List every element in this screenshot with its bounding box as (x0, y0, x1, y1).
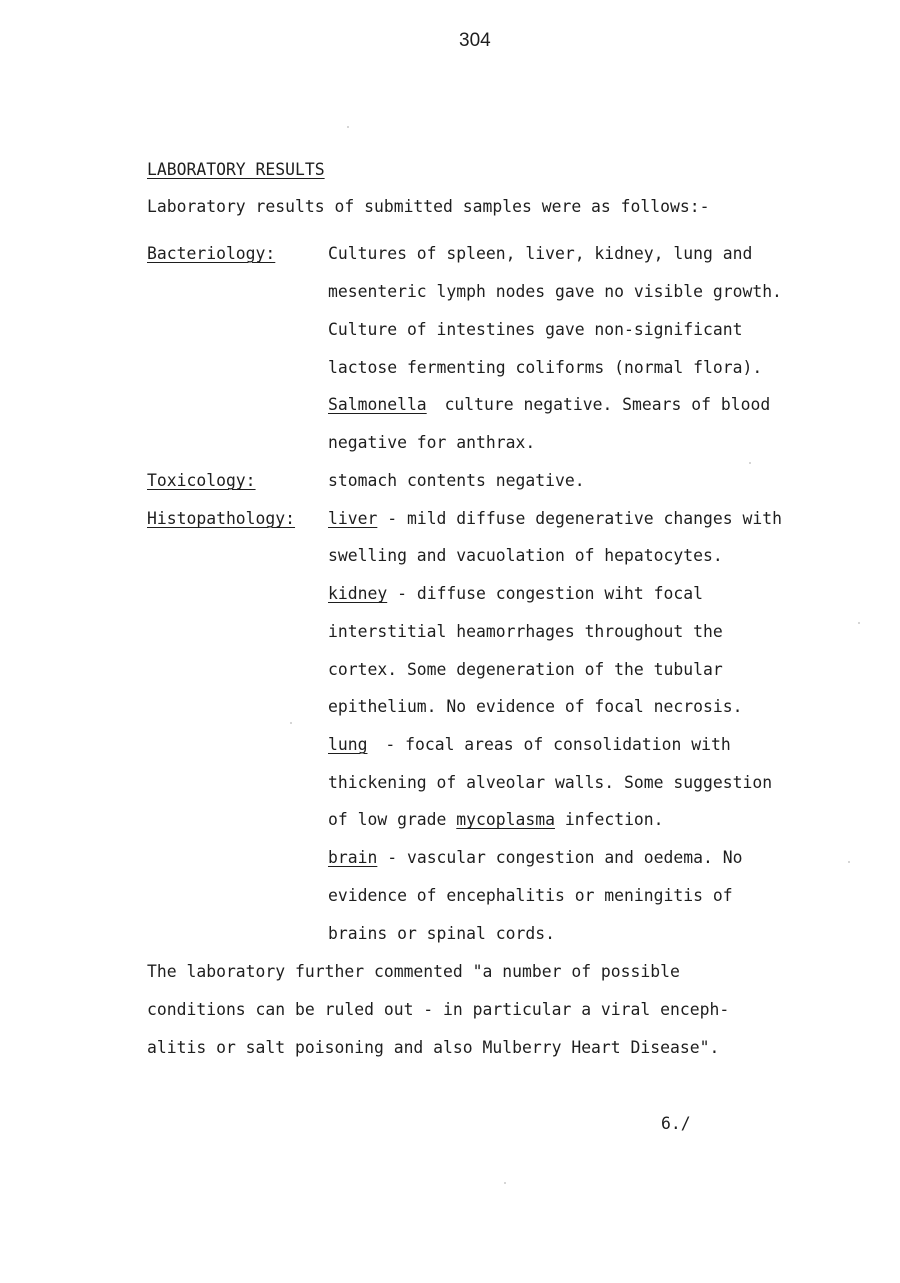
bacteriology-line: Cultures of spleen, liver, kidney, lung and (328, 244, 753, 263)
bacteriology-line: Culture of intestines gave non-significant (328, 320, 743, 339)
page-number: 304 (459, 30, 491, 51)
section-heading: LABORATORY RESULTS (147, 160, 325, 179)
liver-line (328, 509, 782, 529)
conclusion-line: alitis or salt poisoning and also Mulberry Heart Disease". (147, 1038, 720, 1057)
kidney-line (328, 584, 703, 604)
lung-line-3 (328, 810, 664, 830)
scan-speck (848, 861, 850, 863)
kidney-term: kidney (328, 584, 388, 603)
bacteriology-label: Bacteriology: (147, 244, 276, 263)
bacteriology-last-line: negative for anthrax. (328, 433, 536, 452)
liver-line-2: swelling and vacuolation of hepatocytes. (328, 546, 723, 565)
scan-speck (858, 622, 860, 624)
kidney-line-3: cortex. Some degeneration of the tubular (328, 660, 723, 679)
continuation-ref: 6./ (661, 1114, 691, 1133)
lung-line-2: thickening of alveolar walls. Some suggestion (328, 773, 773, 792)
brain-line (328, 848, 742, 868)
toxicology-label: Toxicology: (147, 471, 256, 490)
liver-text: - mild diffuse degenerative changes with (387, 509, 782, 528)
salmonella-rest: culture negative. Smears of blood (444, 395, 771, 414)
liver-term: liver (328, 509, 378, 528)
kidney-line-2: interstitial heamorrhages throughout the (328, 622, 723, 641)
brain-line-3: brains or spinal cords. (328, 924, 555, 943)
conclusion-line: The laboratory further commented "a number of possible (147, 962, 680, 981)
kidney-line-4: epithelium. No evidence of focal necrosis. (328, 697, 743, 716)
lung-text: - focal areas of consolidation with (385, 735, 731, 754)
lung-term: lung (328, 735, 368, 754)
bacteriology-line: mesenteric lymph nodes gave no visible growth. (328, 282, 782, 301)
mycoplasma-term: mycoplasma (456, 810, 555, 829)
toxicology-text: stomach contents negative. (328, 471, 585, 490)
lung-line-3-pre: of low grade (328, 810, 447, 829)
salmonella-line (328, 395, 770, 415)
scan-speck (749, 462, 751, 464)
intro-text: Laboratory results of submitted samples were as follows:- (147, 197, 710, 216)
salmonella-term: Salmonella (328, 395, 427, 414)
histopathology-label: Histopathology: (147, 509, 296, 528)
conclusion-line: conditions can be ruled out - in particular a viral enceph- (147, 1000, 730, 1019)
scan-speck (504, 1182, 506, 1184)
bacteriology-line: lactose fermenting coliforms (normal flora). (328, 358, 763, 377)
lung-line-3-post: infection. (564, 810, 664, 829)
brain-term: brain (328, 848, 378, 867)
brain-line-2: evidence of encephalitis or meningitis of (328, 886, 733, 905)
scan-speck (347, 126, 349, 128)
kidney-text: - diffuse congestion wiht focal (397, 584, 704, 603)
scan-speck (290, 722, 292, 724)
lung-line (328, 735, 731, 755)
brain-text: - vascular congestion and oedema. No (387, 848, 743, 867)
